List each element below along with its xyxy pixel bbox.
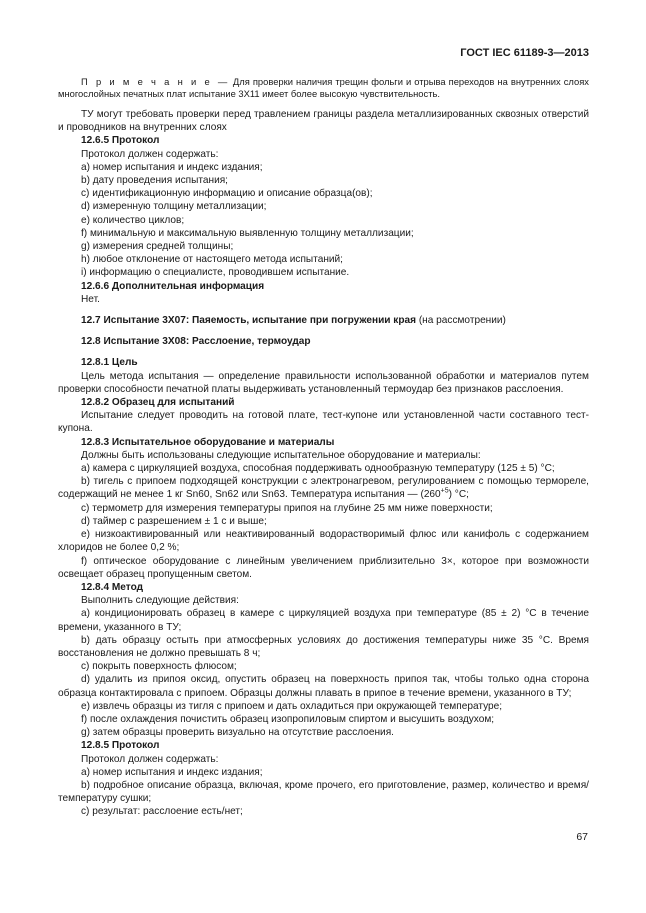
section-12-8-4-intro: Выполнить следующие действия: <box>81 595 239 607</box>
list-item: c) идентификационную информацию и описание образца(ов); <box>81 188 373 200</box>
list-item: d) таймер с разрешением ± 1 с и выше; <box>81 515 267 527</box>
list-item: a) кондиционировать образец в камере с циркуляцией воздуха при температуре (85 ± 2) °C в течение времени, указанного в ТУ; <box>58 608 589 633</box>
section-12-8-3-intro: Должны быть использованы следующие испытательное оборудование и материалы: <box>81 449 481 461</box>
section-12-6-6-text: Нет. <box>81 293 100 305</box>
note-paragraph <box>58 76 589 100</box>
list-item: b) дату проведения испытания; <box>81 175 228 187</box>
document-body <box>58 76 589 819</box>
list-item: i) информацию о специалисте, проводившем испытание. <box>81 267 350 279</box>
list-item: a) номер испытания и индекс издания; <box>81 161 263 173</box>
list-item: e) извлечь образцы из тигля с припоем и дать охладиться при окружающей температуре; <box>81 700 503 712</box>
section-12-7-title: 12.7 Испытание 3X07: Паяемость, испытание при погружении края <box>81 315 417 327</box>
list-item: a) номер испытания и индекс издания; <box>81 766 263 778</box>
list-item: a) камера с циркуляцией воздуха, способная поддерживать однообразную температуру (125 ± 5) °C; <box>81 463 555 475</box>
list-item: g) затем образцы проверить визуально на отсутствие расслоения. <box>81 727 394 739</box>
list-item: b) дать образцу остыть при атмосферных условиях до достижения температуры ниже 35 °C. Время восстановления не должно превышать 8 ч; <box>58 634 589 659</box>
section-12-6-5-intro: Протокол должен содержать: <box>81 148 219 160</box>
list-item: f) оптическое оборудование с линейным увеличением приблизительно 3×, которое при возможности освещает образец пропущенным светом. <box>58 555 589 580</box>
section-12-7-status: (на рассмотрении) <box>416 315 506 327</box>
section-12-8-5-intro: Протокол должен содержать: <box>81 753 219 765</box>
tolerance-superscript: +5 <box>440 488 449 496</box>
list-item: e) низкоактивированный или неактивированный водорастворимый флюс или канифоль с содержанием хлоридов не более 0,2 %; <box>58 529 589 554</box>
section-12-8-1-text: Цель метода испытания — определение правильности использованной обработки и материалов путем проверки способности печатной платы выдерживать установленный термоудар без признаков расслоения. <box>58 370 589 395</box>
section-12-6-6-heading: 12.6.6 Дополнительная информация <box>81 280 265 292</box>
section-12-8-heading: 12.8 Испытание 3X08: Расслоение, термоудар <box>81 336 311 348</box>
section-12-8-4-heading: 12.8.4 Метод <box>81 581 144 593</box>
note-text: Для проверки наличия трещин фольги и отрыва переходов на внутренних слоях многослойных печатных плат испытание 3X11 имеет более высокую чувствительность. <box>58 76 589 99</box>
list-item-text: b) тигель с припоем подходящей конструкции с электронагревом, регулированием с помощью термореле, содержащий не менее 1 кг Sn60, Sn62 или Sn63. Температура испытания — (260 <box>58 476 589 501</box>
list-item: f) после охлаждения почистить образец изопропиловым спиртом и высушить воздухом; <box>81 713 495 725</box>
list-item: f) минимальную и максимальную выявленную толщину металлизации; <box>81 227 414 239</box>
section-12-8-2-text: Испытание следует проводить на готовой плате, тест-купоне или установленной части составного тест-купона. <box>58 410 589 435</box>
section-12-8-3-heading: 12.8.3 Испытательное оборудование и материалы <box>81 436 335 448</box>
list-item: c) результат: расслоение есть/нет; <box>81 806 243 818</box>
tu-paragraph: ТУ могут требовать проверки перед травлением границы раздела металлизированных сквозных отверстий и проводников на внутренних слоях <box>58 109 589 134</box>
list-item: h) любое отклонение от настоящего метода испытаний; <box>81 254 343 266</box>
list-item: c) покрыть поверхность флюсом; <box>81 661 237 673</box>
section-12-6-5-heading: 12.6.5 Протокол <box>81 135 160 147</box>
list-item <box>58 475 589 501</box>
list-item: e) количество циклов; <box>81 214 185 226</box>
list-item: c) термометр для измерения температуры припоя на глубине 25 мм ниже поверхности; <box>81 502 493 514</box>
document-header: ГОСТ IEC 61189-3—2013 <box>460 47 589 59</box>
list-item-text: ) °C; <box>448 489 469 501</box>
list-item: d) удалить из припоя оксид, опустить образец на поверхность припоя так, чтобы только одна сторона образца контактировала с припоем. Образцы должны плавать в припое в течение времени, указанного в ТУ; <box>58 674 589 699</box>
list-item: b) подробное описание образца, включая, кроме прочего, его приготовление, размер, количество и время/температуру сушки; <box>58 779 589 805</box>
list-item: d) измеренную толщину металлизации; <box>81 201 267 213</box>
list-item: g) измерения средней толщины; <box>81 241 234 253</box>
note-label: П р и м е ч а н и е — <box>81 76 230 87</box>
section-12-8-2-heading: 12.8.2 Образец для испытаний <box>81 397 235 409</box>
section-12-8-5-heading: 12.8.5 Протокол <box>81 740 160 752</box>
page-number: 67 <box>576 831 588 843</box>
section-12-8-1-heading: 12.8.1 Цель <box>81 357 138 369</box>
section-12-7-heading <box>58 314 589 327</box>
